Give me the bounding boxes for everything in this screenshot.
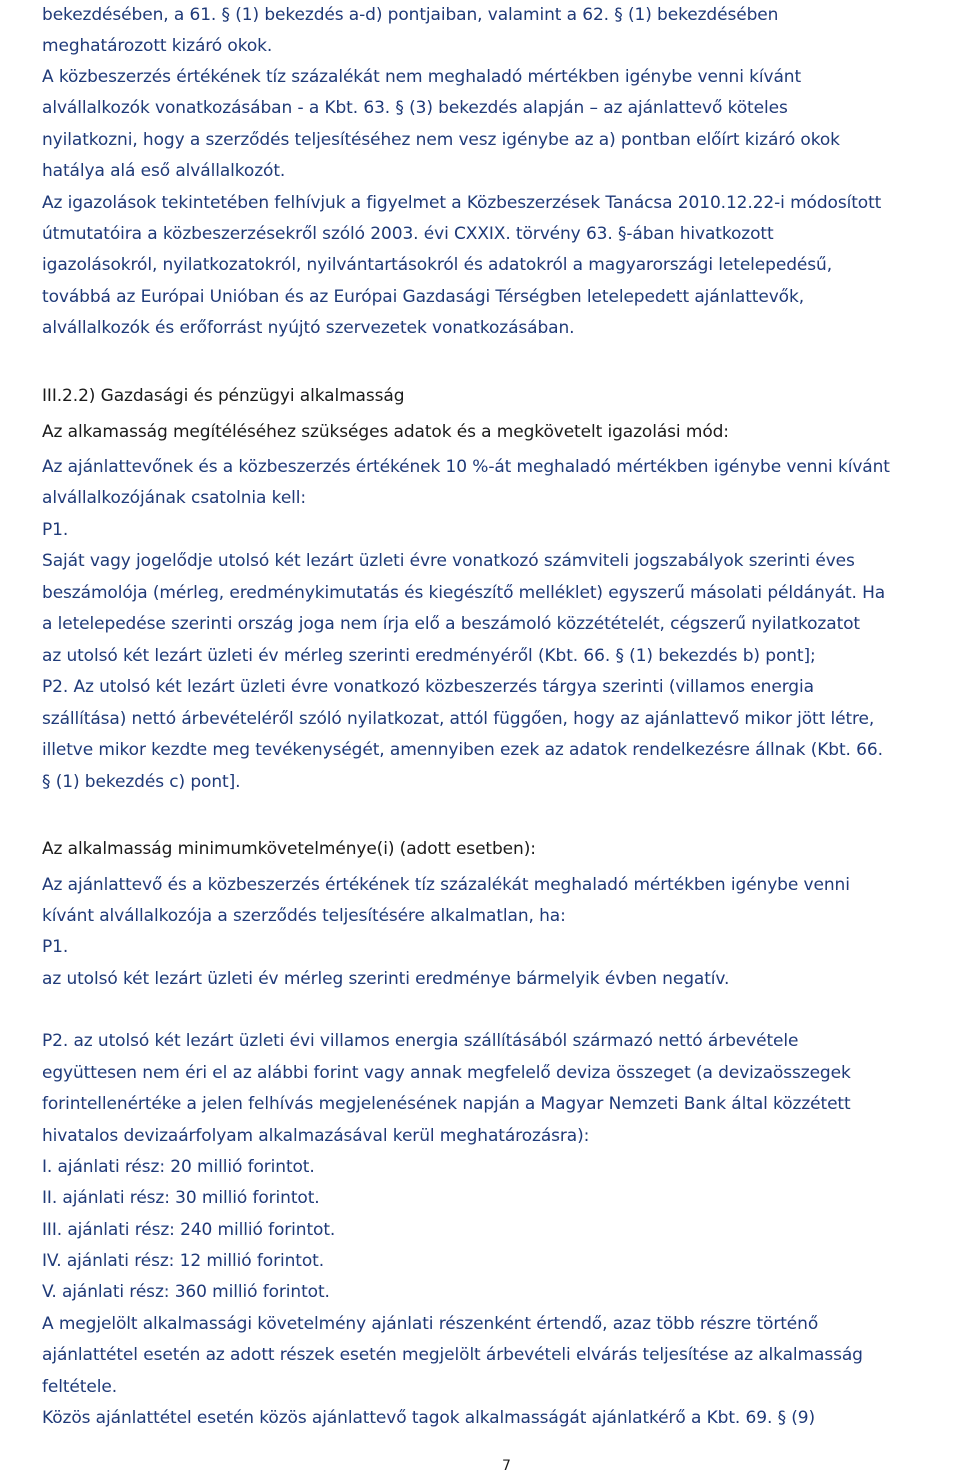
text-line: P2. Az utolsó két lezárt üzleti évre vonatkozó közbeszerzés tárgya szerinti (villamos energia bbox=[42, 677, 814, 697]
text-line: hivatalos devizaárfolyam alkalmazásával kerül meghatározásra): bbox=[42, 1126, 590, 1146]
text-line: bekezdésében, a 61. § (1) bekezdés a-d) pontjaiban, valamint a 62. § (1) bekezdésében bbox=[42, 5, 779, 25]
text-line: nyilatkozni, hogy a szerződés teljesítéséhez nem vesz igénybe az a) pontban előírt kizáró okok bbox=[42, 130, 840, 150]
text-line: a letelepedése szerinti ország joga nem írja elő a beszámoló közzétételét, cégszerű nyilatkozatot bbox=[42, 614, 860, 634]
text-line: Az alkalmasság minimumkövetelménye(i) (adott esetben): bbox=[42, 839, 536, 859]
text-line: együttesen nem éri el az alábbi forint vagy annak megfelelő deviza összeget (a devizaösszegek bbox=[42, 1063, 851, 1083]
text-line: továbbá az Európai Unióban és az Európai Gazdasági Térségben letelepedett ajánlattevők, bbox=[42, 287, 805, 307]
text-line: az utolsó két lezárt üzleti év mérleg szerinti eredménye bármelyik évben negatív. bbox=[42, 969, 730, 989]
text-line: III.2.2) Gazdasági és pénzügyi alkalmasság bbox=[42, 386, 405, 406]
text-line: Saját vagy jogelődje utolsó két lezárt üzleti évre vonatkozó számviteli jogszabályok szerinti éves bbox=[42, 551, 855, 571]
text-line: A megjelölt alkalmassági követelmény ajánlati részenként értendő, azaz több részre történő bbox=[42, 1314, 819, 1334]
text-line: beszámolója (mérleg, eredménykimutatás és kiegészítő melléklet) egyszerű másolati példányát. Ha bbox=[42, 583, 886, 603]
text-line: V. ajánlati rész: 360 millió forintot. bbox=[42, 1282, 330, 1302]
text-line: A közbeszerzés értékének tíz százalékát nem meghaladó mértékben igénybe venni kívánt bbox=[42, 67, 802, 87]
text-line: P2. az utolsó két lezárt üzleti évi villamos energia szállításából származó nettó árbevétele bbox=[42, 1031, 799, 1051]
text-line: IV. ajánlati rész: 12 millió forintot. bbox=[42, 1251, 325, 1271]
text-line: § (1) bekezdés c) pont]. bbox=[42, 772, 241, 792]
text-line: alvállalkozók és erőforrást nyújtó szervezetek vonatkozásában. bbox=[42, 318, 575, 338]
text-line: illetve mikor kezdte meg tevékenységét, amennyiben ezek az adatok rendelkezésre állnak (Kbt. 66. bbox=[42, 740, 883, 760]
text-line: feltétele. bbox=[42, 1377, 118, 1397]
text-line: P1. bbox=[42, 937, 69, 957]
text-line: II. ajánlati rész: 30 millió forintot. bbox=[42, 1188, 320, 1208]
text-line: Az igazolások tekintetében felhívjuk a figyelmet a Közbeszerzések Tanácsa 2010.12.22-i módosított bbox=[42, 193, 882, 213]
text-line: Az ajánlattevő és a közbeszerzés értékének tíz százalékát meghaladó mértékben igénybe venni bbox=[42, 875, 850, 895]
text-line: Az alkamasság megítéléséhez szükséges adatok és a megkövetelt igazolási mód: bbox=[42, 422, 729, 442]
text-line: Közös ajánlattétel esetén közös ajánlattevő tagok alkalmasságát ajánlatkérő a Kbt. 69. § (9) bbox=[42, 1408, 816, 1428]
text-line: alvállalkozók vonatkozásában - a Kbt. 63. § (3) bekezdés alapján – az ajánlattevő köteles bbox=[42, 98, 788, 118]
text-line: szállítása) nettó árbevételéről szóló nyilatkozat, attól függően, hogy az ajánlattevő mikor jött létre, bbox=[42, 709, 875, 729]
page-number: 7 bbox=[502, 1458, 511, 1474]
text-line: kívánt alvállalkozója a szerződés teljesítésére alkalmatlan, ha: bbox=[42, 906, 566, 926]
text-line: alvállalkozójának csatolnia kell: bbox=[42, 488, 307, 508]
text-line: meghatározott kizáró okok. bbox=[42, 36, 273, 56]
text-line: III. ajánlati rész: 240 millió forintot. bbox=[42, 1220, 336, 1240]
text-line: P1. bbox=[42, 520, 69, 540]
text-line: útmutatóira a közbeszerzésekről szóló 2003. évi CXXIX. törvény 63. §-ában hivatkozott bbox=[42, 224, 774, 244]
text-line: az utolsó két lezárt üzleti év mérleg szerinti eredményéről (Kbt. 66. § (1) bekezdés b) pont]; bbox=[42, 646, 816, 666]
text-line: hatálya alá eső alvállalkozót. bbox=[42, 161, 286, 181]
text-line: forintellenértéke a jelen felhívás megjelenésének napján a Magyar Nemzeti Bank által közzétett bbox=[42, 1094, 851, 1114]
text-line: Az ajánlattevőnek és a közbeszerzés értékének 10 %-át meghaladó mértékben igénybe venni kívánt bbox=[42, 457, 890, 477]
text-line: I. ajánlati rész: 20 millió forintot. bbox=[42, 1157, 315, 1177]
text-line: ajánlattétel esetén az adott részek esetén megjelölt árbevételi elvárás teljesítése az alkalmasság bbox=[42, 1345, 863, 1365]
text-line: igazolásokról, nyilatkozatokról, nyilvántartásokról és adatokról a magyarországi letelepedésű, bbox=[42, 255, 832, 275]
